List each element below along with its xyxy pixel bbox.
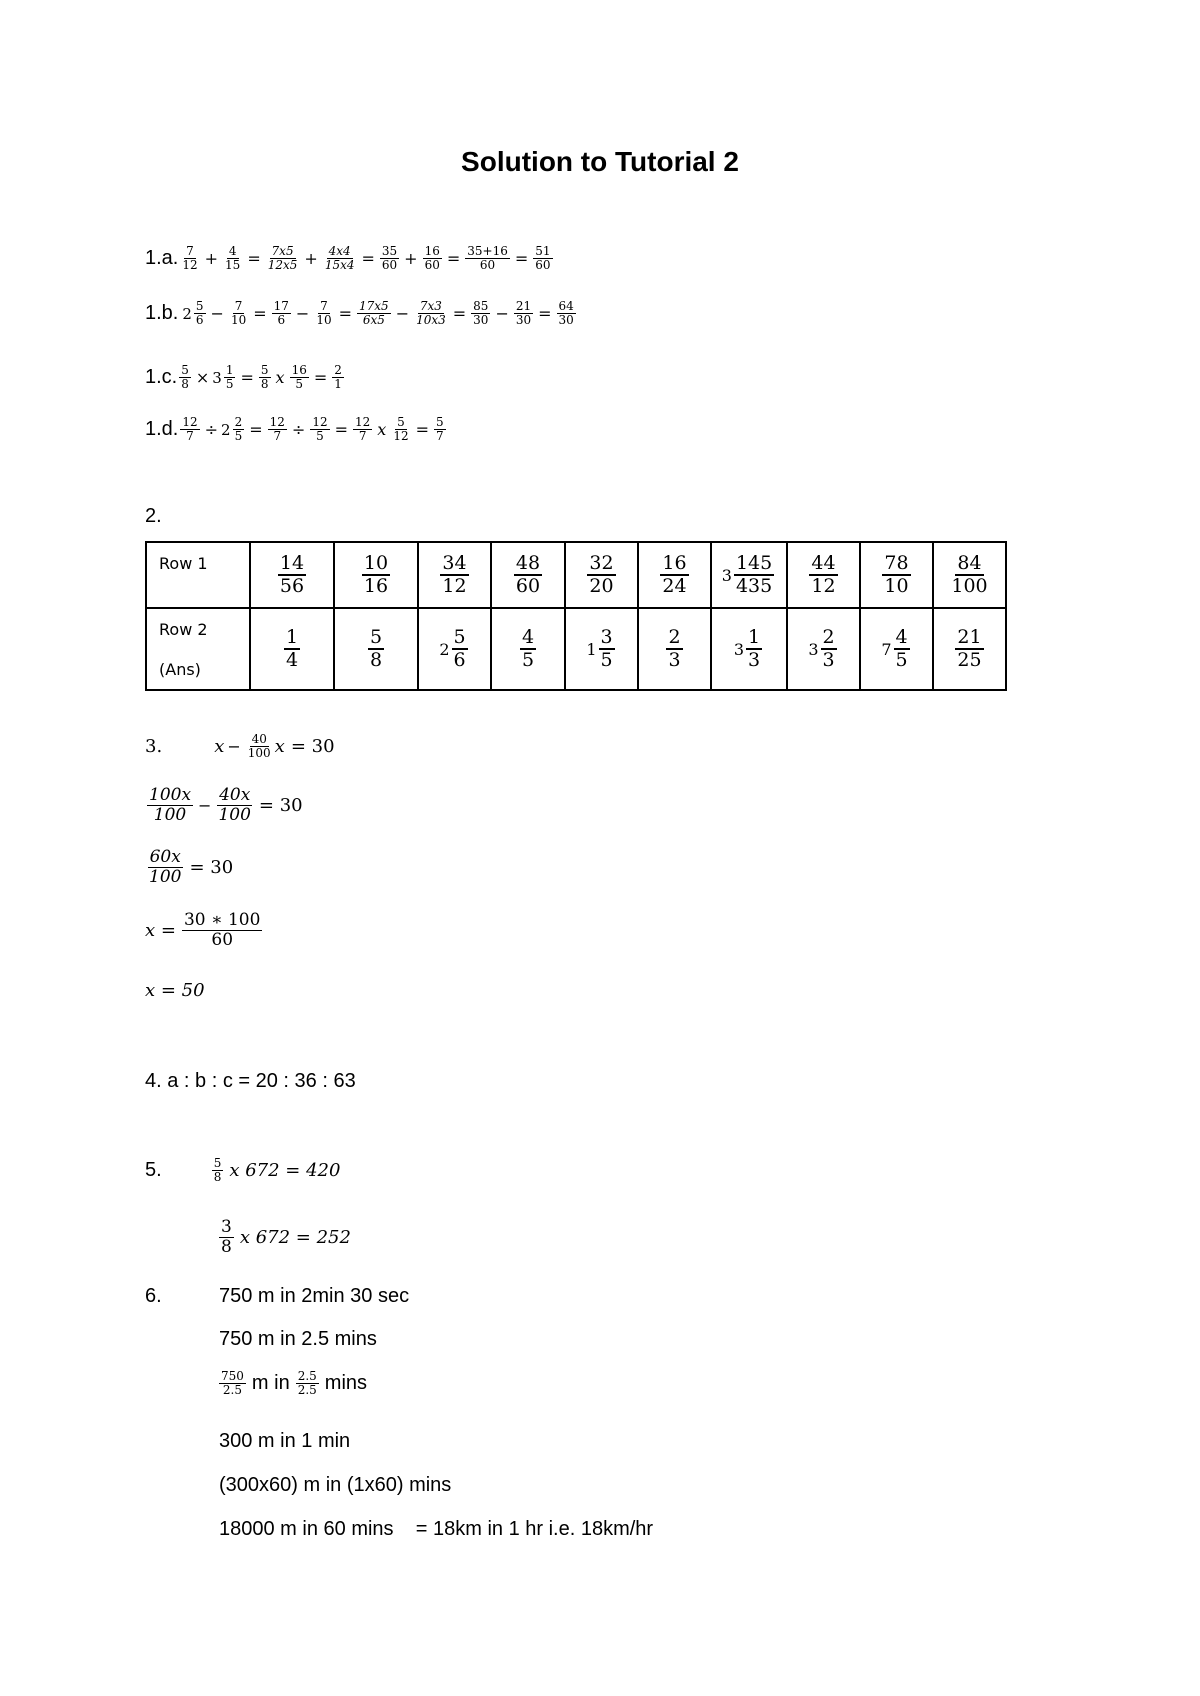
q1b-label: 1.b.	[145, 302, 179, 325]
table-cell: $\frac{44}{12}$	[787, 542, 860, 608]
fraction: $\frac{4x4}{15x4}$	[324, 244, 355, 273]
table-cell: $\frac{2}{3}$	[638, 608, 711, 690]
table-cell: $\frac{14}{56}$	[250, 542, 334, 608]
table-cell: $\frac{32}{20}$	[565, 542, 638, 608]
q1d-line: 1.d. $\frac{12}{7}$ ÷ 2 $\frac{2}{5}$ = $\frac{12}{7}$ ÷ $\frac{12}{5}$ = $\frac{12}{7}$ x $\frac{5}{12}$ = $\frac{5}{7}$	[145, 415, 444, 444]
fraction: $\frac{3}{8}$	[221, 1217, 232, 1257]
fraction: $\frac{64}{30}$	[558, 299, 574, 328]
q1d-label: 1.d.	[145, 418, 179, 441]
fraction: $\frac{85}{30}$	[473, 299, 489, 328]
table-cell: $\frac{48}{60}$	[491, 542, 565, 608]
fraction: $\frac{60x}{100}$	[149, 847, 182, 887]
q6-line3: $\frac{750}{2.5}$ m in $\frac{2.5}{2.5}$ mins	[221, 1369, 368, 1398]
row2-label-cell: Row 2 (Ans)	[146, 608, 250, 690]
q1c-label: 1.c.	[145, 366, 178, 389]
fraction: $\frac{5}{8}$	[260, 363, 269, 392]
fraction: $\frac{5}{8}$	[213, 1156, 222, 1185]
fraction: $\frac{1}{5}$	[225, 363, 234, 392]
q3-line3: $\frac{60x}{100}$ = 30	[149, 847, 234, 887]
q6-line2: 750 m in 2.5 mins	[219, 1328, 377, 1350]
q3-line5: x = 50	[145, 980, 205, 1001]
table-cell: 7 $\frac{4}{5}$	[860, 608, 933, 690]
fraction: $\frac{35}{60}$	[381, 244, 398, 273]
fraction: $\frac{100x}{100}$	[149, 785, 192, 825]
fraction: $\frac{40x}{100}$	[218, 785, 251, 825]
table-cell: 3 $\frac{1}{3}$	[711, 608, 787, 690]
fraction: $\frac{2}{1}$	[334, 363, 342, 392]
fraction: $\frac{17}{6}$	[273, 299, 289, 328]
fraction: $\frac{7}{12}$	[182, 244, 198, 273]
q6-label: 6.	[145, 1285, 162, 1307]
q3-line1: 3. x − $\frac{40}{100}$ x = 30	[145, 732, 335, 761]
fraction: $\frac{17x5}{6x5}$	[359, 299, 389, 328]
fraction: $\frac{2.5}{2.5}$	[297, 1369, 317, 1398]
fraction: $\frac{5}{6}$	[195, 299, 204, 328]
q6-line4: 300 m in 1 min	[219, 1430, 351, 1452]
q3-line2: $\frac{100x}{100}$ − $\frac{40x}{100}$ = 30	[149, 785, 303, 825]
fraction: $\frac{2}{5}$	[234, 415, 243, 444]
fraction: $\frac{12}{7}$	[355, 415, 371, 444]
q3-line4: x = $\frac{30 ∗ 100}{60}$	[145, 910, 261, 950]
q6-line5: (300x60) m in (1x60) mins	[219, 1474, 452, 1496]
q1a-line: 1.a. $\frac{7}{12}$ + $\frac{4}{15}$ = $\frac{7x5}{12x5}$ + $\frac{4x4}{15x4}$ = $\frac{35}{60}$ + $\frac{16}{60}$ = $\frac{35+16}{60}$ = $\frac{51}{60}$	[145, 244, 551, 273]
table-cell: $\frac{5}{8}$	[334, 608, 418, 690]
q6-line6: 18000 m in 60 mins = 18km in 1 hr i.e. 18km/hr	[219, 1518, 654, 1540]
q4-line: 4. a : b : c = 20 : 36 : 63	[145, 1070, 356, 1092]
table-cell: $\frac{84}{100}$	[933, 542, 1006, 608]
fraction: $\frac{30 ∗ 100}{60}$	[183, 910, 261, 950]
fraction: $\frac{750}{2.5}$	[221, 1369, 244, 1398]
table-cell: $\frac{4}{5}$	[491, 608, 565, 690]
fraction: $\frac{35+16}{60}$	[467, 244, 508, 273]
fraction: $\frac{4}{15}$	[225, 244, 241, 273]
q6-line1: 750 m in 2min 30 sec	[219, 1285, 410, 1307]
fraction: $\frac{12}{7}$	[182, 415, 198, 444]
table-cell: $\frac{16}{24}$	[638, 542, 711, 608]
table-cell: $\frac{10}{16}$	[334, 542, 418, 608]
row1-label-cell: Row 1	[146, 542, 250, 608]
fraction: $\frac{7}{10}$	[316, 299, 332, 328]
q1a-label: 1.a.	[145, 247, 179, 270]
fraction: $\frac{7x3}{10x3}$	[416, 299, 446, 328]
table-cell: 3 $\frac{2}{3}$	[787, 608, 860, 690]
fraction: $\frac{5}{7}$	[436, 415, 444, 444]
q5-line1: 5. $\frac{5}{8}$ x 672 = 420	[145, 1156, 341, 1185]
fraction: $\frac{40}{100}$	[247, 732, 271, 761]
fraction: $\frac{7}{10}$	[230, 299, 247, 328]
fraction: $\frac{5}{12}$	[393, 415, 409, 444]
table-row	[146, 608, 1006, 690]
q5-line2: $\frac{3}{8}$ x 672 = 252	[221, 1217, 351, 1257]
table-cell: 2 $\frac{5}{6}$	[418, 608, 491, 690]
table-cell: $\frac{1}{4}$	[250, 608, 334, 690]
fraction: $\frac{7x5}{12x5}$	[267, 244, 298, 273]
table-cell: $\frac{78}{10}$	[860, 542, 933, 608]
fraction: $\frac{12}{5}$	[312, 415, 328, 444]
fraction: $\frac{5}{8}$	[181, 363, 189, 392]
q2-label: 2.	[145, 505, 162, 527]
q1b-line: 1.b. 2 $\frac{5}{6}$ − $\frac{7}{10}$ = $\frac{17}{6}$ − $\frac{7}{10}$ = $\frac{17x5}{6x5}$ − $\frac{7x3}{10x3}$ = $\frac{85}{30}$ − $\frac{21}{30}$ = $\frac{64}{30}$	[145, 299, 574, 328]
fraction: $\frac{16}{60}$	[424, 244, 440, 273]
fraction: $\frac{21}{30}$	[515, 299, 532, 328]
page-title: Solution to Tutorial 2	[461, 146, 739, 177]
fraction: $\frac{51}{60}$	[535, 244, 551, 273]
table-cell: $\frac{34}{12}$	[418, 542, 491, 608]
simplification-table	[145, 541, 1007, 691]
q1c-line: 1.c. $\frac{5}{8}$ × 3 $\frac{1}{5}$ = $\frac{5}{8}$ x $\frac{16}{5}$ = $\frac{2}{1}$	[145, 363, 342, 392]
table-cell: 3 $\frac{145}{435}$	[711, 542, 787, 608]
fraction: $\frac{12}{7}$	[269, 415, 285, 444]
fraction: $\frac{16}{5}$	[291, 363, 307, 392]
table-row	[146, 542, 1006, 608]
table-cell: 1 $\frac{3}{5}$	[565, 608, 638, 690]
table-cell: $\frac{21}{25}$	[933, 608, 1006, 690]
